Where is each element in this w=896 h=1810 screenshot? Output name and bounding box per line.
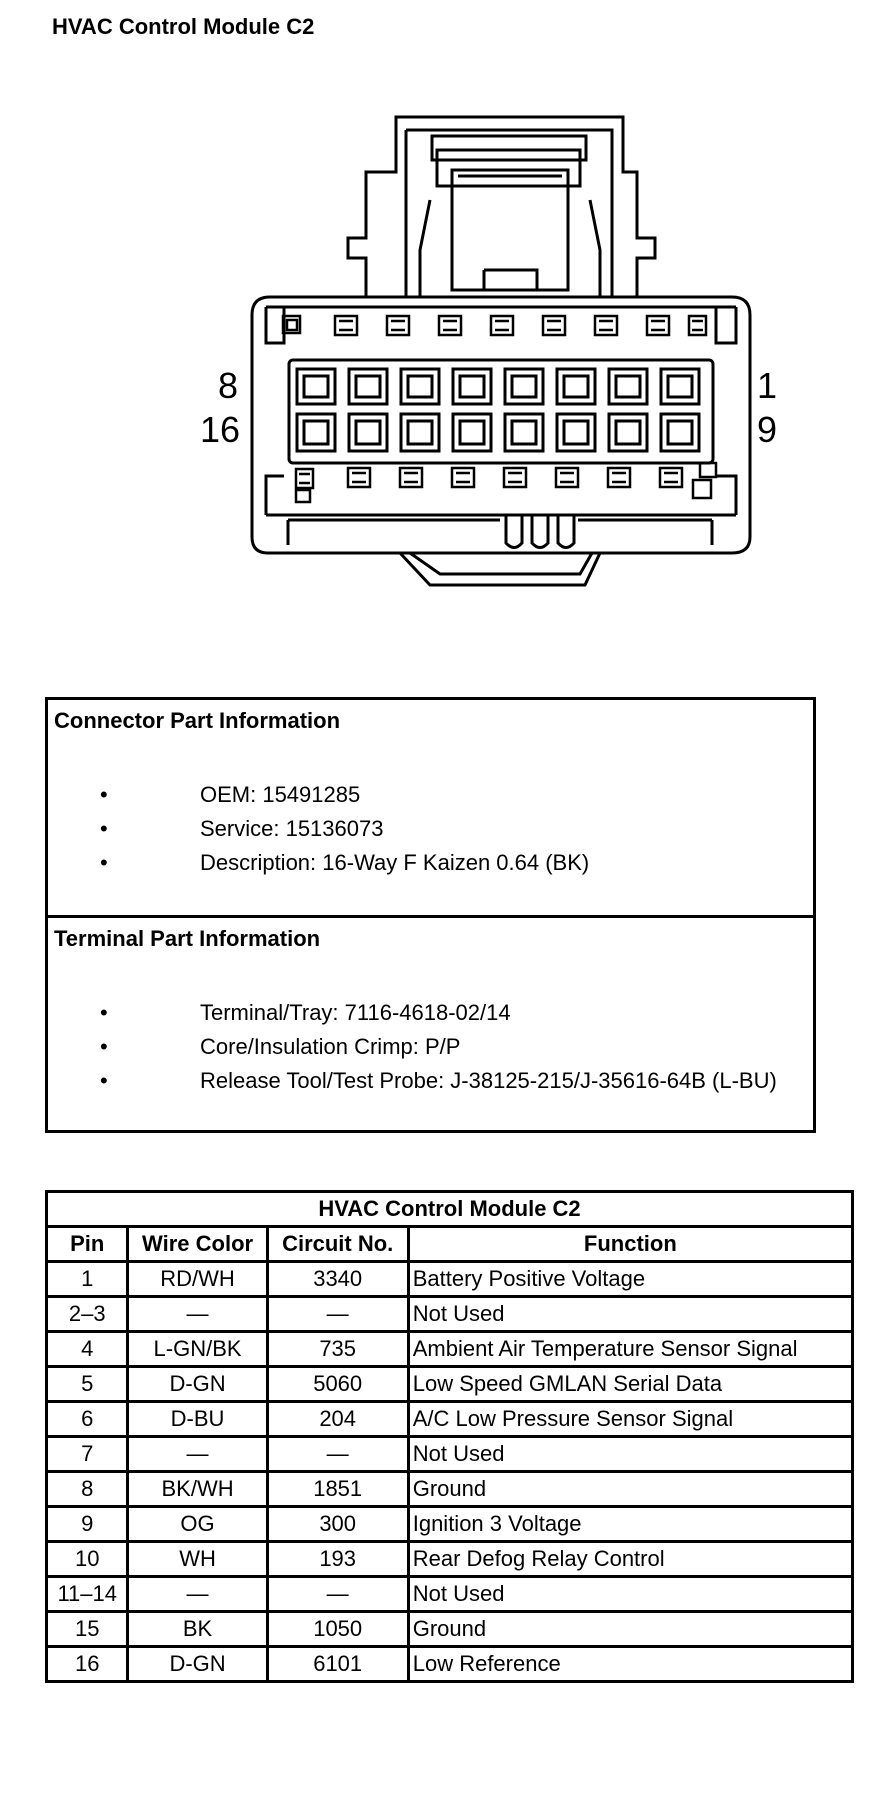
- wire-color-cell: D-GN: [128, 1647, 267, 1682]
- table-header-row: [47, 1227, 853, 1262]
- pin-cell: 5: [47, 1367, 128, 1402]
- table-row: [47, 1612, 853, 1647]
- pin-label-16: 16: [200, 409, 241, 450]
- function-cell: Not Used: [408, 1437, 852, 1472]
- table-row: [47, 1472, 853, 1507]
- circuit-cell: 300: [267, 1507, 408, 1542]
- terminal-part-info: [48, 918, 813, 1130]
- wire-color-cell: —: [128, 1577, 267, 1612]
- function-cell: A/C Low Pressure Sensor Signal: [408, 1402, 852, 1437]
- top-terminal-locks: [283, 316, 706, 335]
- table-row: [47, 1367, 853, 1402]
- connector-part-info-list: [100, 778, 589, 880]
- pin-label-8: 8: [218, 365, 239, 406]
- bullet: •: [100, 1000, 108, 1025]
- table-row: [47, 1297, 853, 1332]
- table-row: [47, 1332, 853, 1367]
- circuit-cell: —: [267, 1437, 408, 1472]
- list-item: • Release Tool/Test Probe: J-38125-215/J-35616-64B (L-BU): [100, 1064, 777, 1098]
- circuit-cell: 6101: [267, 1647, 408, 1682]
- pin-label-1: 1: [757, 365, 778, 406]
- circuit-cell: 193: [267, 1542, 408, 1577]
- header-circuit-no: Circuit No.: [267, 1227, 408, 1262]
- table-row: [47, 1542, 853, 1577]
- function-cell: Battery Positive Voltage: [408, 1262, 852, 1297]
- circuit-cell: 1851: [267, 1472, 408, 1507]
- function-cell: Not Used: [408, 1577, 852, 1612]
- cavity-row-bottom: [297, 414, 699, 451]
- function-cell: Ground: [408, 1612, 852, 1647]
- table-row: [47, 1262, 853, 1297]
- connector-part-info: [48, 700, 813, 918]
- connector-latch: [348, 117, 655, 297]
- page-title: HVAC Control Module C2: [52, 14, 315, 39]
- wire-color-cell: OG: [128, 1507, 267, 1542]
- circuit-cell: 5060: [267, 1367, 408, 1402]
- list-item: • OEM: 15491285: [100, 778, 589, 812]
- terminal-part-info-list: [100, 996, 777, 1098]
- bullet: •: [100, 782, 108, 807]
- connector-diagram: [0, 0, 896, 640]
- terminal-cavities: [297, 369, 699, 451]
- header-wire-color: Wire Color: [128, 1227, 267, 1262]
- table-row: [47, 1437, 853, 1472]
- wire-color-cell: RD/WH: [128, 1262, 267, 1297]
- wire-color-cell: D-BU: [128, 1402, 267, 1437]
- pin-cell: 4: [47, 1332, 128, 1367]
- wire-color-cell: WH: [128, 1542, 267, 1577]
- pin-cell: 8: [47, 1472, 128, 1507]
- pin-cell: 6: [47, 1402, 128, 1437]
- bullet: •: [100, 1068, 108, 1093]
- pin-cell: 1: [47, 1262, 128, 1297]
- circuit-cell: —: [267, 1297, 408, 1332]
- pin-cell: 2–3: [47, 1297, 128, 1332]
- wire-color-cell: D-GN: [128, 1367, 267, 1402]
- pin-cell: 11–14: [47, 1577, 128, 1612]
- table-row: [47, 1647, 853, 1682]
- list-item: • Core/Insulation Crimp: P/P: [100, 1030, 777, 1064]
- header-function: Function: [408, 1227, 852, 1262]
- list-item: • Terminal/Tray: 7116-4618-02/14: [100, 996, 777, 1030]
- terminal-part-info-heading: Terminal Part Information: [54, 926, 321, 951]
- pin-cell: 10: [47, 1542, 128, 1577]
- table-row: [47, 1402, 853, 1437]
- table-row: [47, 1507, 853, 1542]
- pin-cell: 15: [47, 1612, 128, 1647]
- function-cell: Low Reference: [408, 1647, 852, 1682]
- wire-color-cell: —: [128, 1297, 267, 1332]
- pin-label-9: 9: [757, 409, 778, 450]
- list-item: • Description: 16-Way F Kaizen 0.64 (BK): [100, 846, 589, 880]
- list-item: • Service: 15136073: [100, 812, 589, 846]
- function-cell: Rear Defog Relay Control: [408, 1542, 852, 1577]
- bullet: •: [100, 1034, 108, 1059]
- table-caption: HVAC Control Module C2: [47, 1192, 853, 1227]
- pinout-table: [45, 1190, 854, 1683]
- circuit-cell: 1050: [267, 1612, 408, 1647]
- bullet: •: [100, 816, 108, 841]
- bullet: •: [100, 850, 108, 875]
- wire-color-cell: BK/WH: [128, 1472, 267, 1507]
- wire-color-cell: —: [128, 1437, 267, 1472]
- table-row: [47, 1577, 853, 1612]
- circuit-cell: 735: [267, 1332, 408, 1367]
- connector-part-info-heading: Connector Part Information: [54, 708, 341, 733]
- wire-color-cell: BK: [128, 1612, 267, 1647]
- circuit-cell: 3340: [267, 1262, 408, 1297]
- part-information-box: [45, 697, 816, 1133]
- function-cell: Ground: [408, 1472, 852, 1507]
- cavity-row-top: [297, 369, 699, 404]
- header-pin: Pin: [47, 1227, 128, 1262]
- circuit-cell: —: [267, 1577, 408, 1612]
- function-cell: Low Speed GMLAN Serial Data: [408, 1367, 852, 1402]
- pin-cell: 7: [47, 1437, 128, 1472]
- function-cell: Ambient Air Temperature Sensor Signal: [408, 1332, 852, 1367]
- function-cell: Not Used: [408, 1297, 852, 1332]
- wire-color-cell: L-GN/BK: [128, 1332, 267, 1367]
- bottom-terminal-locks: [296, 463, 716, 502]
- pin-cell: 9: [47, 1507, 128, 1542]
- circuit-cell: 204: [267, 1402, 408, 1437]
- function-cell: Ignition 3 Voltage: [408, 1507, 852, 1542]
- pin-cell: 16: [47, 1647, 128, 1682]
